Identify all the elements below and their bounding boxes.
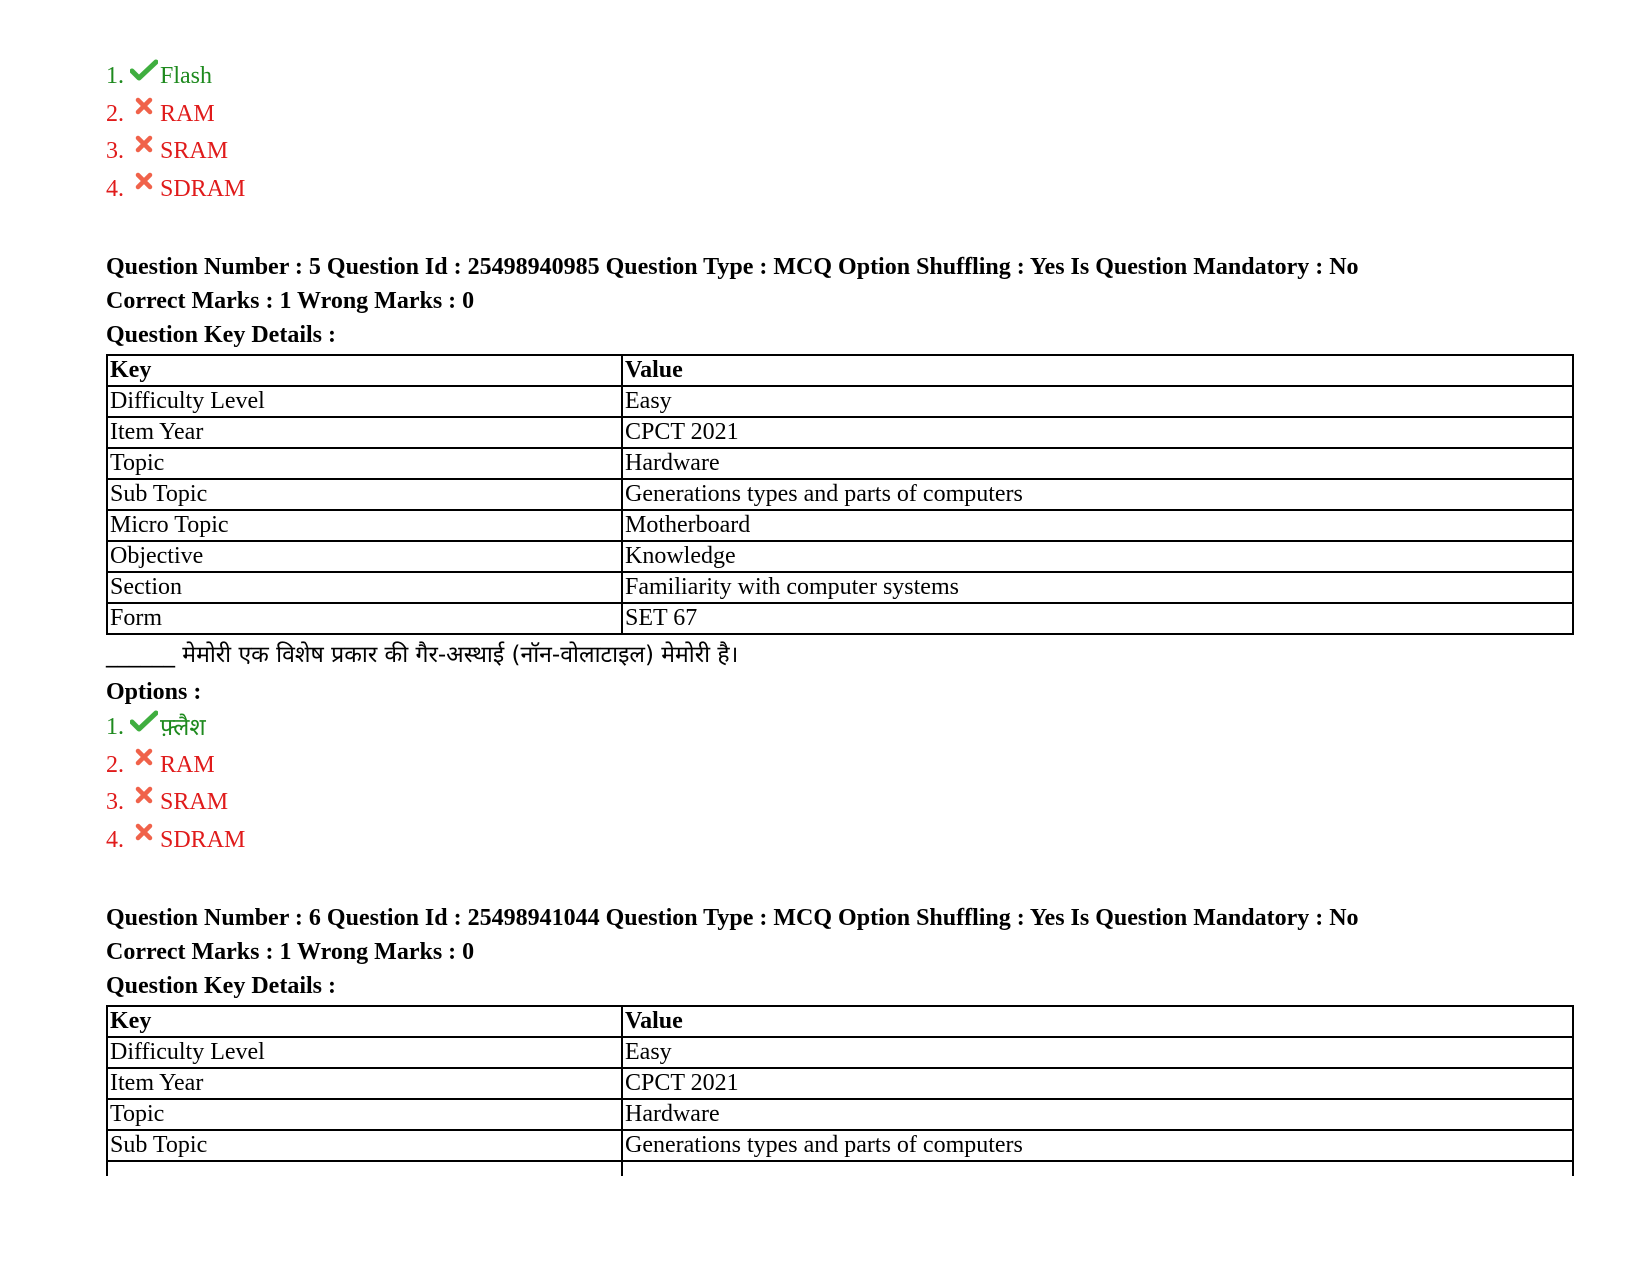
check-mark-icon <box>130 56 160 86</box>
table-cell-value: Hardware <box>622 448 1573 479</box>
option-number: 4. <box>106 826 124 853</box>
table-cell-key: Section <box>107 572 622 603</box>
table-cell-value: Easy <box>622 386 1573 417</box>
table-row <box>107 1130 1573 1161</box>
option-item <box>106 784 1576 822</box>
table-cell-key: Item Year <box>107 417 622 448</box>
table-row <box>107 603 1573 634</box>
table-row-cut-off <box>107 1161 1573 1176</box>
table-cell-value: Generations types and parts of computers <box>622 479 1573 510</box>
table-header-key: Key <box>107 355 622 386</box>
option-text: RAM <box>160 751 215 778</box>
option-item <box>106 133 1576 171</box>
table-cell-value: CPCT 2021 <box>622 417 1573 448</box>
option-number: 1. <box>106 714 124 740</box>
option-number: 2. <box>106 751 124 778</box>
table-cell-value: CPCT 2021 <box>622 1068 1573 1099</box>
table-row <box>107 386 1573 417</box>
option-item <box>106 709 1576 747</box>
table-cell-key: Objective <box>107 541 622 572</box>
table-row <box>107 417 1573 448</box>
cross-mark-icon <box>130 93 160 123</box>
question-6-key-details-label: Question Key Details : <box>106 973 336 999</box>
table-row <box>107 479 1573 510</box>
table-cell-key: Micro Topic <box>107 510 622 541</box>
table-header-row <box>107 355 1573 386</box>
question-5-header: Question Number : 5 Question Id : 25498940985 Question Type : MCQ Option Shuffling : Yes Is Question Mandatory : No <box>106 254 1359 280</box>
question-5-text: ______ मेमोरी एक विशेष प्रकार की गैर-अस्थाई (नॉन-वोलाटाइल) मेमोरी है। <box>106 642 739 668</box>
option-text: RAM <box>160 100 215 127</box>
option-item <box>106 822 1576 860</box>
table-row <box>107 1037 1573 1068</box>
cross-mark-icon <box>130 168 160 198</box>
table-cell-value: Motherboard <box>622 510 1573 541</box>
question-6-marks: Correct Marks : 1 Wrong Marks : 0 <box>106 939 475 965</box>
option-item <box>106 747 1576 785</box>
option-text: SRAM <box>160 138 229 164</box>
question-5-key-table <box>106 354 1574 635</box>
table-cell-key: Sub Topic <box>107 479 622 510</box>
option-number: 4. <box>106 175 124 202</box>
option-number: 1. <box>106 63 124 89</box>
table-header-value: Value <box>622 1006 1573 1037</box>
cross-mark-icon <box>130 744 160 774</box>
table-row <box>107 572 1573 603</box>
table-header-key: Key <box>107 1006 622 1037</box>
question-5-marks: Correct Marks : 1 Wrong Marks : 0 <box>106 288 475 314</box>
table-cell-value: SET 67 <box>622 603 1573 634</box>
table-cell-value: Hardware <box>622 1099 1573 1130</box>
table-row <box>107 448 1573 479</box>
table-row <box>107 1068 1573 1099</box>
question-5-options-label: Options : <box>106 679 202 705</box>
question-5-options-list <box>106 709 1576 859</box>
table-cell-key: Form <box>107 603 622 634</box>
cross-mark-icon <box>130 782 160 812</box>
cross-mark-icon <box>130 131 160 161</box>
option-number: 3. <box>106 789 124 815</box>
option-text: SDRAM <box>160 175 246 202</box>
table-cell-value: Knowledge <box>622 541 1573 572</box>
option-text: SDRAM <box>160 826 246 853</box>
table-cell-key: Difficulty Level <box>107 1037 622 1068</box>
question-5-key-details-label: Question Key Details : <box>106 322 336 348</box>
table-cell-key: Item Year <box>107 1068 622 1099</box>
question-6-header: Question Number : 6 Question Id : 25498941044 Question Type : MCQ Option Shuffling : Yes Is Question Mandatory : No <box>106 905 1359 931</box>
option-number: 3. <box>106 138 124 164</box>
table-cell-key: Topic <box>107 448 622 479</box>
check-mark-icon <box>130 707 160 737</box>
option-text: SRAM <box>160 789 229 815</box>
cross-mark-icon <box>130 819 160 849</box>
table-header-value: Value <box>622 355 1573 386</box>
table-row <box>107 1099 1573 1130</box>
prev-options-list <box>106 58 1576 208</box>
option-text: फ़्लैश <box>160 713 206 741</box>
option-text: Flash <box>160 63 213 89</box>
table-cell-key: Topic <box>107 1099 622 1130</box>
table-cell-value: Familiarity with computer systems <box>622 572 1573 603</box>
table-cell-value: Easy <box>622 1037 1573 1068</box>
table-header-row <box>107 1006 1573 1037</box>
table-row <box>107 510 1573 541</box>
table-cell-value <box>622 1161 1573 1176</box>
table-cell-value: Generations types and parts of computers <box>622 1130 1573 1161</box>
option-item <box>106 58 1576 96</box>
table-row <box>107 541 1573 572</box>
table-cell-key: Difficulty Level <box>107 386 622 417</box>
option-item <box>106 171 1576 209</box>
document-page <box>106 58 1576 1176</box>
table-cell-key: Sub Topic <box>107 1130 622 1161</box>
question-6-key-table <box>106 1005 1574 1176</box>
option-item <box>106 96 1576 134</box>
option-number: 2. <box>106 100 124 127</box>
table-cell-key <box>107 1161 622 1176</box>
